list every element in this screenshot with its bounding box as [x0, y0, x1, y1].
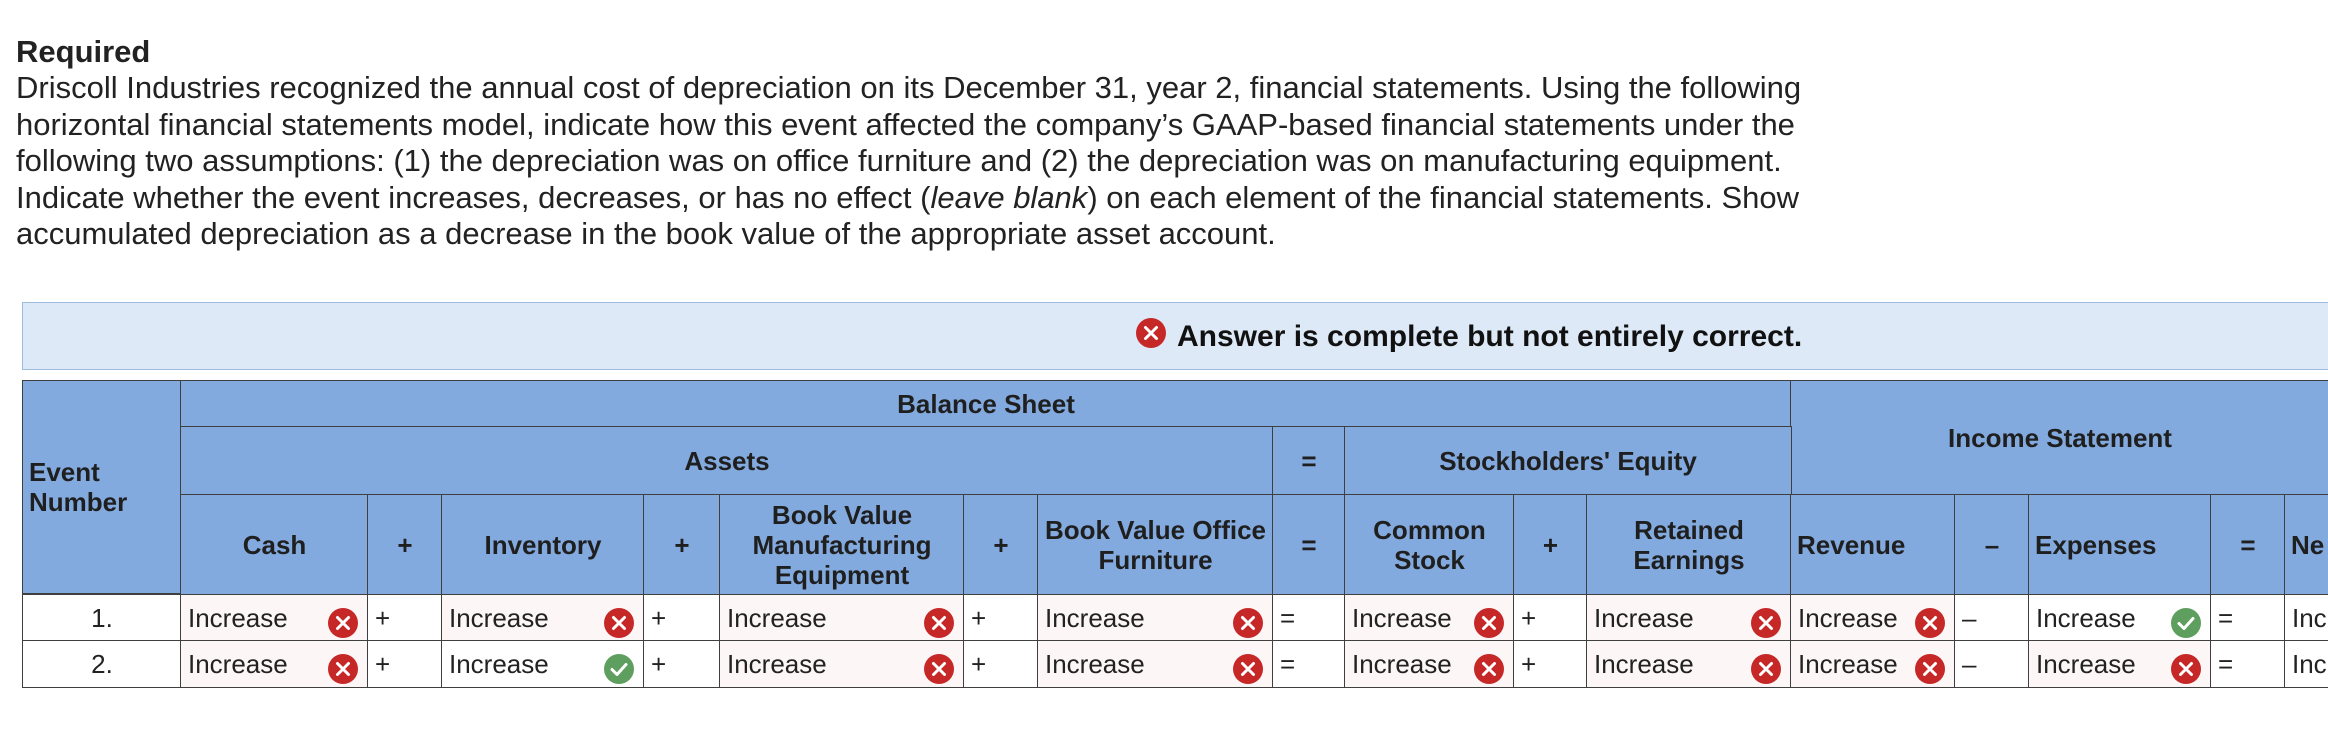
minus-sign: – [1962, 602, 1977, 633]
incorrect-icon [1473, 653, 1505, 690]
equals-operator [2210, 640, 2286, 688]
event-number: 2. [91, 648, 113, 679]
net-income-input[interactable] [2284, 594, 2328, 642]
plus-operator [963, 594, 1039, 642]
banner-content [1135, 319, 1802, 355]
bv-manufacturing-equipment-value: Increase [727, 648, 827, 679]
expenses-header [2028, 494, 2212, 596]
expenses-value: Increase [2036, 648, 2136, 679]
bv-office-furniture-header [1037, 494, 1274, 596]
answer-status-banner [22, 302, 2328, 370]
correct-icon [603, 653, 635, 690]
plus-sign: + [1521, 602, 1537, 633]
minus-header [1954, 494, 2030, 596]
bv-office-furniture-input[interactable] [1037, 594, 1274, 642]
plus-header [643, 494, 721, 596]
inventory-value: Increase [449, 648, 549, 679]
inventory-input[interactable] [441, 594, 645, 642]
retained-earnings-input[interactable] [1586, 594, 1792, 642]
equals-header-label: = [1301, 530, 1317, 560]
event-number-cell [22, 640, 182, 688]
bv-manufacturing-equipment-input[interactable] [719, 594, 965, 642]
x-circle-icon [1135, 317, 1167, 357]
stockholders-equity-header [1344, 426, 1792, 496]
bv-office-furniture-label: Book Value Office Furniture [1044, 515, 1267, 575]
event-number-header [22, 380, 182, 594]
retained-earnings-value: Increase [1594, 602, 1694, 633]
retained-earnings-header [1586, 494, 1792, 596]
inventory-input[interactable] [441, 640, 645, 688]
revenue-value: Increase [1798, 648, 1898, 679]
plus-sign: + [971, 648, 987, 679]
cash-value: Increase [188, 648, 288, 679]
equals-header [2210, 494, 2286, 596]
instructions-emphasis: leave blank [930, 179, 1088, 215]
equals-group-header [1272, 426, 1346, 496]
plus-header [1513, 494, 1588, 596]
equals-header-label: = [2240, 530, 2256, 560]
plus-operator [1513, 594, 1588, 642]
common-stock-label: Common Stock [1373, 515, 1486, 575]
net-income-input[interactable] [2284, 640, 2328, 688]
plus-header-label: + [397, 530, 413, 560]
balance-sheet-header [180, 380, 1792, 428]
income-statement-label: Income Statement [1948, 423, 2172, 453]
equals-header [1272, 494, 1346, 596]
inventory-value: Increase [449, 602, 549, 633]
bv-manufacturing-equipment-input[interactable] [719, 640, 965, 688]
plus-sign: + [375, 602, 391, 633]
retained-earnings-value: Increase [1594, 648, 1694, 679]
equals-sign: = [2218, 648, 2234, 679]
equals-sign: = [1280, 648, 1296, 679]
assets-label: Assets [684, 446, 770, 476]
cash-input[interactable] [180, 594, 369, 642]
financial-statements-table [22, 380, 2328, 690]
banner-message: Answer is complete but not entirely correct. [1177, 320, 1803, 353]
revenue-input[interactable] [1790, 594, 1956, 642]
equals-operator [2210, 594, 2286, 642]
bv-office-furniture-value: Increase [1045, 648, 1145, 679]
bv-office-furniture-value: Increase [1045, 602, 1145, 633]
plus-sign: + [651, 648, 667, 679]
equals-group-label: = [1301, 446, 1317, 476]
event-number: 1. [91, 602, 113, 633]
expenses-input[interactable] [2028, 640, 2212, 688]
incorrect-icon [1232, 653, 1264, 690]
expenses-input[interactable] [2028, 594, 2212, 642]
minus-operator [1954, 640, 2030, 688]
income-statement-header [1790, 380, 2328, 496]
retained-earnings-label: Retained Earnings [1633, 515, 1745, 575]
net-income-value: Inc [2292, 648, 2327, 679]
inventory-header-label: Inventory [484, 530, 602, 560]
incorrect-icon [327, 653, 359, 690]
plus-sign: + [1521, 648, 1537, 679]
minus-operator [1954, 594, 2030, 642]
plus-operator [367, 594, 443, 642]
plus-operator [963, 640, 1039, 688]
plus-header [963, 494, 1039, 596]
plus-header [367, 494, 443, 596]
revenue-value: Increase [1798, 602, 1898, 633]
minus-header-label: – [1984, 530, 2000, 560]
plus-sign: + [375, 648, 391, 679]
expenses-value: Increase [2036, 602, 2136, 633]
incorrect-icon [2170, 653, 2202, 690]
common-stock-input[interactable] [1344, 640, 1515, 688]
bv-office-furniture-input[interactable] [1037, 640, 1274, 688]
stockholders-equity-label: Stockholders' Equity [1439, 446, 1697, 476]
cash-value: Increase [188, 602, 288, 633]
common-stock-value: Increase [1352, 648, 1452, 679]
common-stock-input[interactable] [1344, 594, 1515, 642]
plus-header-label: + [1542, 530, 1559, 560]
inventory-header [441, 494, 645, 596]
equals-operator [1272, 640, 1346, 688]
expenses-label: Expenses [2035, 530, 2157, 560]
retained-earnings-input[interactable] [1586, 640, 1792, 688]
incorrect-icon [1750, 653, 1782, 690]
net-income-header [2284, 494, 2328, 596]
instructions-part2: ) on each element of the financial statements. Show accumulated depreciation as a decrease in the book value of the appropriate asset account. [16, 179, 1799, 251]
bv-manufacturing-equipment-header [719, 494, 965, 596]
revenue-header [1790, 494, 1956, 596]
cash-header [180, 494, 369, 596]
bv-manufacturing-equipment-value: Increase [727, 602, 827, 633]
instructions-text [16, 70, 1896, 253]
plus-operator [643, 594, 721, 642]
plus-header-label: + [674, 530, 690, 560]
plus-sign: + [651, 602, 667, 633]
plus-operator [1513, 640, 1588, 688]
net-income-value: Inc [2292, 602, 2327, 633]
plus-header-label: + [993, 530, 1009, 560]
assets-header [180, 426, 1274, 496]
incorrect-icon [923, 653, 955, 690]
plus-sign: + [971, 602, 987, 633]
equals-operator [1272, 594, 1346, 642]
revenue-input[interactable] [1790, 640, 1956, 688]
cash-header-label: Cash [242, 530, 307, 560]
event-number-label: Event Number [29, 457, 128, 517]
bv-manufacturing-equipment-label: Book Value Manufacturing Equipment [752, 500, 932, 590]
required-heading: Required [16, 34, 151, 69]
balance-sheet-label: Balance Sheet [897, 389, 1075, 419]
common-stock-value: Increase [1352, 602, 1452, 633]
net-income-label: Ne [2291, 530, 2325, 560]
cash-input[interactable] [180, 640, 369, 688]
common-stock-header [1344, 494, 1515, 596]
plus-operator [367, 640, 443, 688]
equals-sign: = [1280, 602, 1296, 633]
revenue-label: Revenue [1797, 530, 1906, 560]
equals-sign: = [2218, 602, 2234, 633]
event-number-cell [22, 594, 182, 642]
incorrect-icon [1914, 653, 1946, 690]
minus-sign: – [1962, 648, 1977, 679]
instructions-part1: Driscoll Industries recognized the annual cost of depreciation on its December 31, year 2, financial statements. Using the following horizontal financial statements model, indicate how this event affected the company’s GAAP-based financial statements under the following two assumptions: (1) the depreciation was on office furniture and (2) the depreciation was on manufacturing equipment. Indicate whether the event increases, decreases, or has no effect ( [16, 70, 1802, 215]
plus-operator [643, 640, 721, 688]
